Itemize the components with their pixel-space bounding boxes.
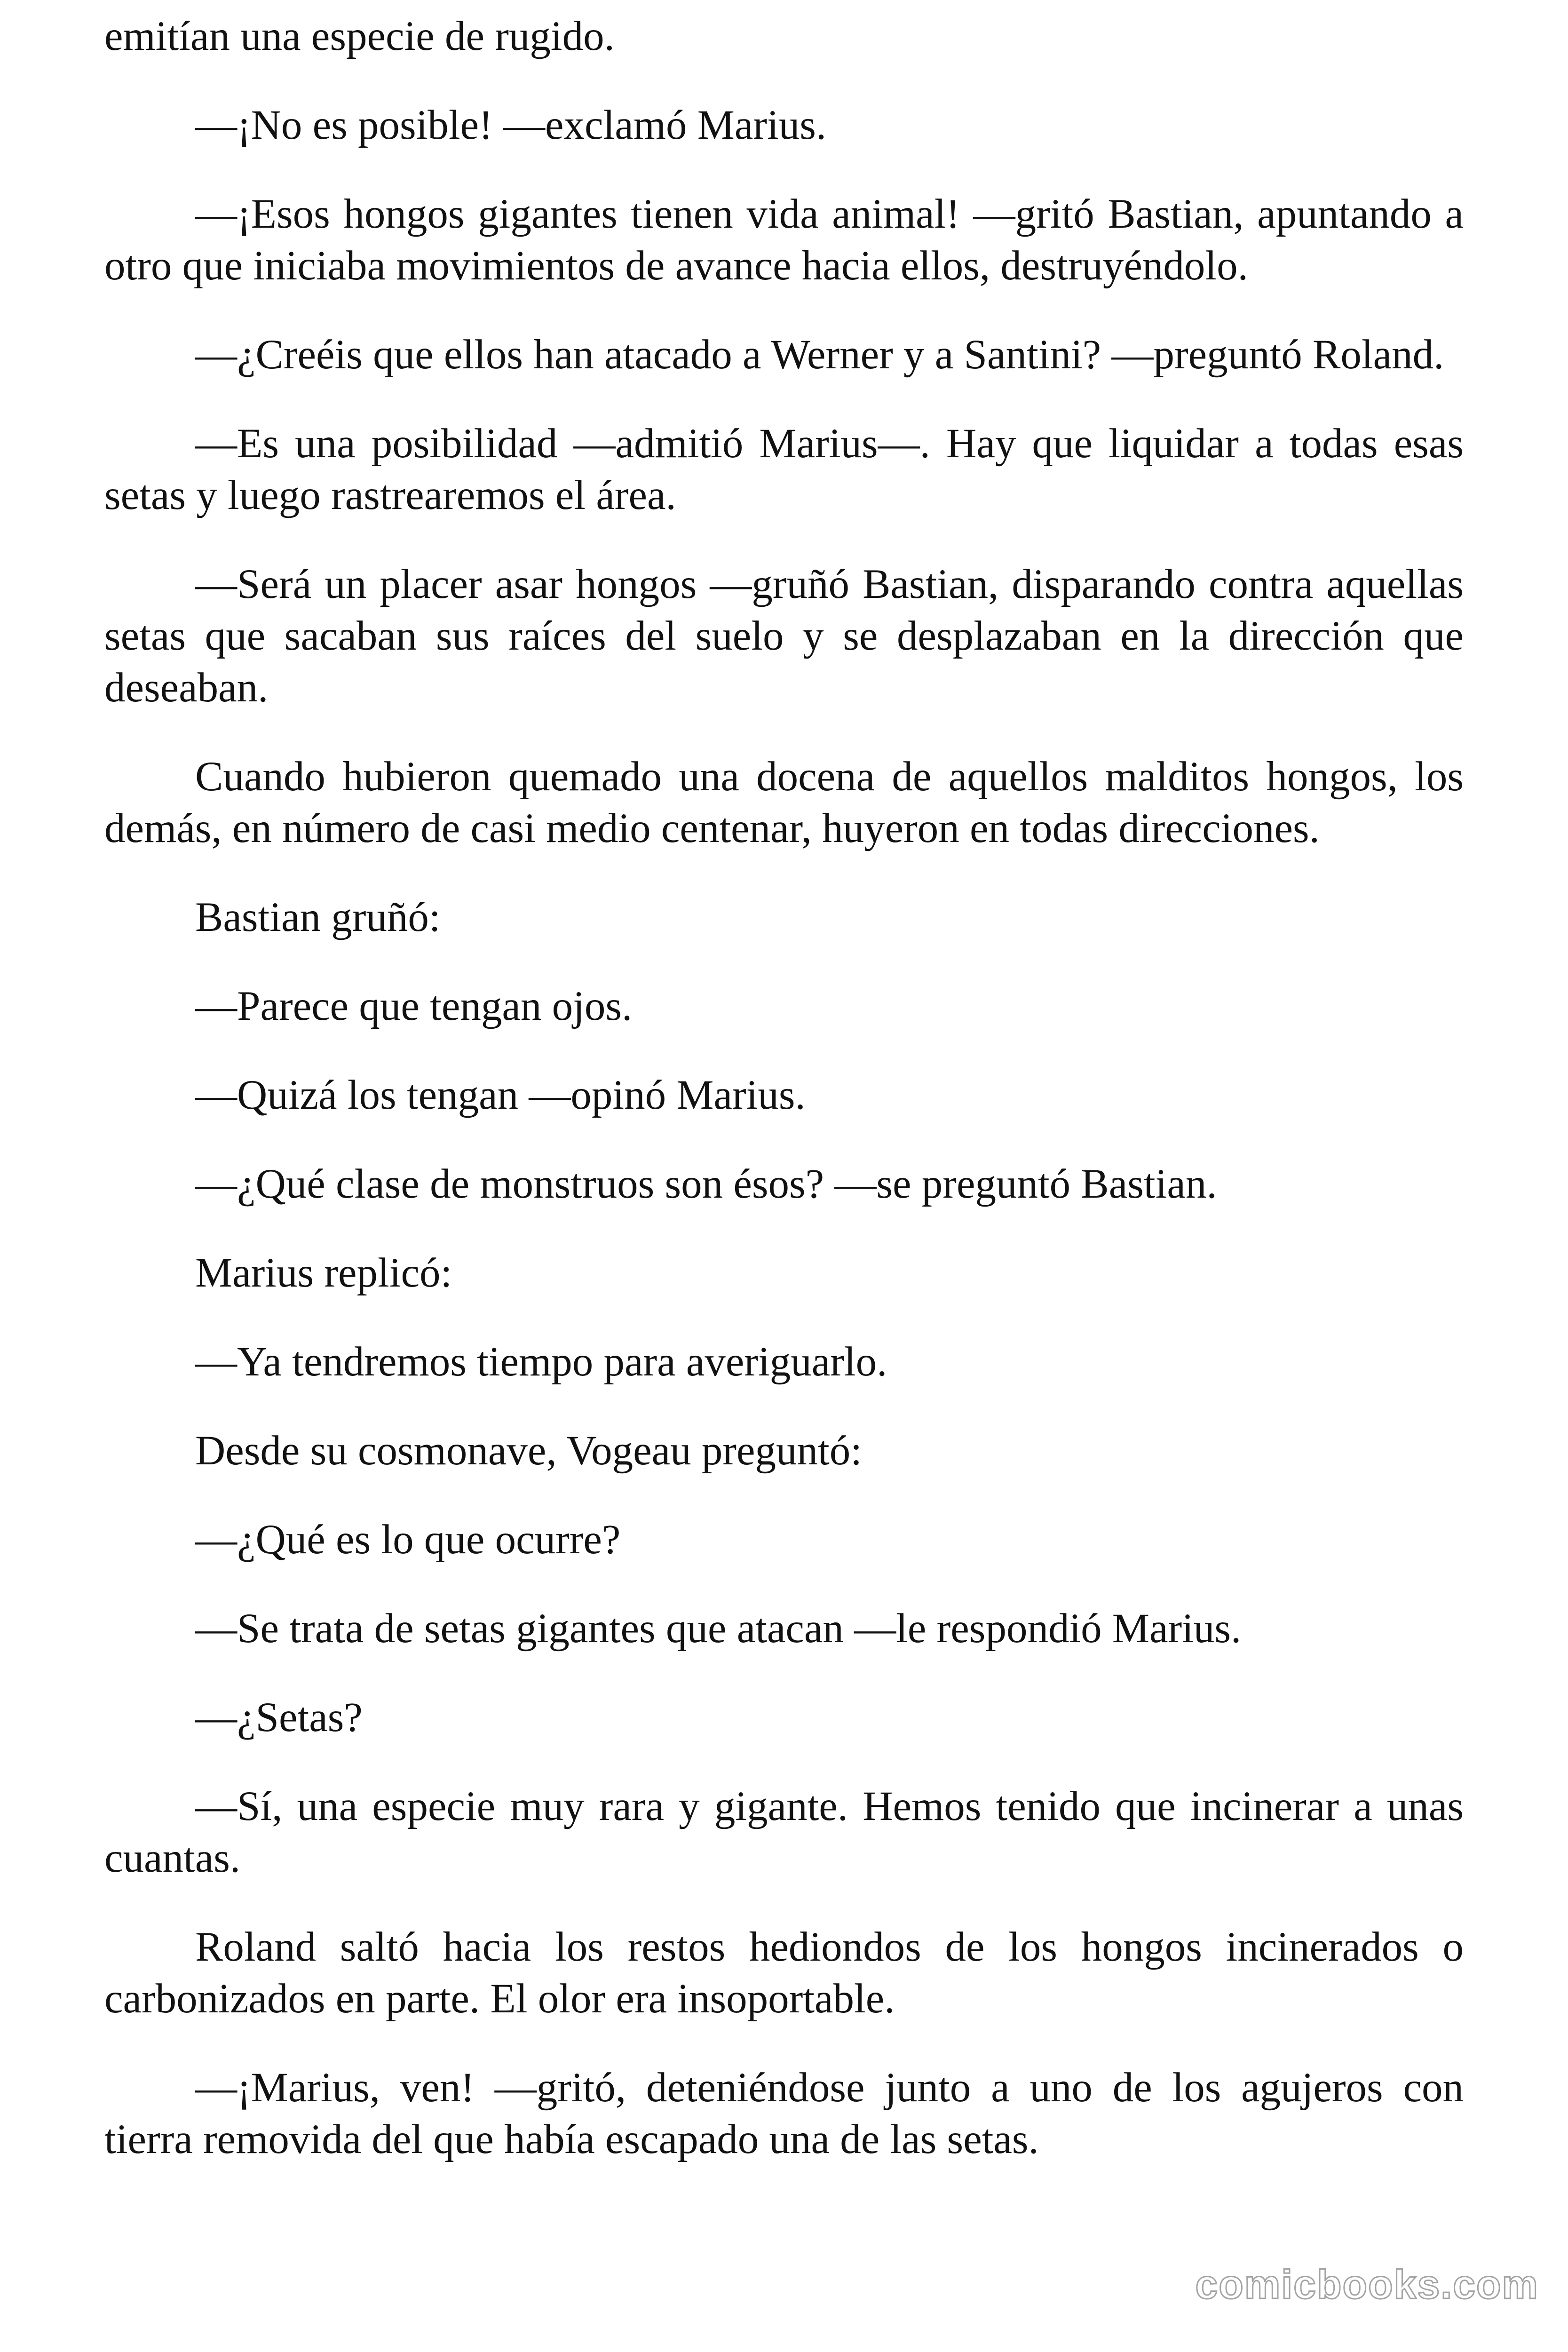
paragraph-10: —Quizá los tengan —opinó Marius. — [195, 1072, 806, 1118]
paragraph-3: —¡Esos hongos gigantes tienen vida animal! —gritó Bastian, apuntando a otro que iniciaba movimientos de avance hacia ellos, destruyéndolo. — [104, 191, 1464, 289]
paragraph-13: —Ya tendremos tiempo para averiguarlo. — [195, 1339, 887, 1385]
paragraph-16: —Se trata de setas gigantes que atacan —le respondió Marius. — [195, 1605, 1242, 1652]
paragraph-14: Desde su cosmonave, Vogeau preguntó: — [195, 1428, 862, 1474]
paragraph-5: —Es una posibilidad —admitió Marius—. Hay que liquidar a todas esas setas y luego rastrearemos el área. — [104, 421, 1464, 518]
paragraph-4: —¿Creéis que ellos han atacado a Werner y a Santini? —preguntó Roland. — [195, 332, 1444, 378]
paragraph-6: —Será un placer asar hongos —gruñó Bastian, disparando contra aquellas setas que sacaban sus raíces del suelo y se desplazaban en la dirección que deseaban. — [104, 561, 1464, 711]
paragraph-15: —¿Qué es lo que ocurre? — [195, 1517, 621, 1563]
paragraph-19: Roland saltó hacia los restos hediondos de los hongos incinerados o carbonizados en parte. El olor era insoportable. — [104, 1924, 1464, 2022]
paragraph-1: emitían una especie de rugido. — [104, 13, 615, 59]
paragraph-2: —¡No es posible! —exclamó Marius. — [195, 102, 827, 148]
paragraph-7: Cuando hubieron quemado una docena de aquellos malditos hongos, los demás, en número de casi medio centenar, huyeron en todas direcciones. — [104, 754, 1464, 851]
paragraph-8: Bastian gruñó: — [195, 894, 441, 940]
paragraph-12: Marius replicó: — [195, 1250, 452, 1296]
paragraph-20: —¡Marius, ven! —gritó, deteniéndose junto a uno de los agujeros con tierra removida del que había escapado una de las setas. — [104, 2065, 1464, 2162]
watermark-text: comicbooks.com — [1195, 2262, 1539, 2307]
paragraph-17: —¿Setas? — [195, 1694, 363, 1740]
paragraph-11: —¿Qué clase de monstruos son ésos? —se preguntó Bastian. — [195, 1161, 1217, 1207]
paragraph-9: —Parece que tengan ojos. — [195, 983, 633, 1029]
page-text — [104, 10, 1464, 2202]
paragraph-18: —Sí, una especie muy rara y gigante. Hemos tenido que incinerar a unas cuantas. — [104, 1783, 1464, 1881]
